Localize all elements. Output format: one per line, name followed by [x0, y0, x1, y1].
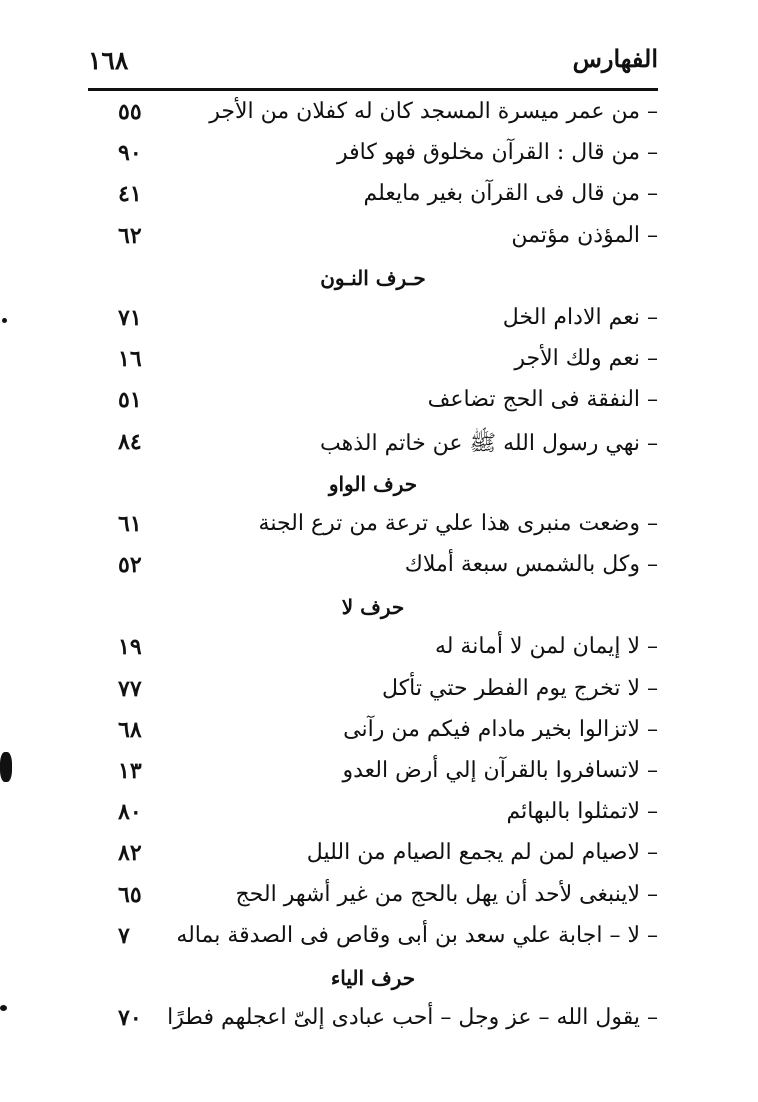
entry-text: – وكل بالشمس سبعة أملاك	[404, 552, 658, 578]
entry-page-number: ٦٢	[118, 222, 142, 249]
entry-text: – لا إيمان لمن لا أمانة له	[434, 634, 658, 660]
entry-page-number: ٤١	[118, 181, 142, 208]
entry-page-number: ٨٤	[118, 428, 142, 455]
entry-page-number: ٥٥	[118, 99, 142, 125]
index-entry	[88, 630, 658, 671]
entry-text: – من قال : القرآن مخلوق فهو كافر	[336, 140, 658, 166]
entry-page-number: ٨٢	[118, 840, 142, 867]
page-header	[88, 40, 658, 84]
index-entry	[88, 342, 658, 383]
entry-text: – من عمر ميسرة المسجد كان له كفلان من الأجر	[209, 99, 658, 124]
entry-text: – المؤذن مؤتمن	[511, 222, 658, 248]
index-entry	[88, 672, 658, 713]
page-number: ١٦٨	[88, 46, 129, 75]
entry-text: – نعم ولك الأجر	[514, 346, 658, 372]
index-entry	[88, 301, 658, 342]
entry-text: – لاينبغى لأحد أن يهل بالحج من غير أشهر الحج	[235, 881, 658, 907]
entry-text: – لا – اجابة علي سعد بن أبى وقاص فى الصدقة بماله	[176, 922, 658, 948]
entry-page-number: ٨٠	[118, 799, 142, 826]
index-entry	[88, 754, 658, 795]
entry-text: – من قال فى القرآن بغير مايعلم	[363, 181, 658, 207]
entry-page-number: ٦٥	[118, 881, 142, 908]
index-entry	[88, 95, 658, 136]
index-entry	[88, 1001, 658, 1042]
entry-text: – لاتسافروا بالقرآن إلي أرض العدو	[342, 758, 658, 783]
index-entry	[88, 878, 658, 919]
section-heading: حرف لا	[341, 595, 405, 620]
section-heading-row	[88, 589, 658, 630]
index-entry	[88, 713, 658, 754]
entry-text: – النفقة فى الحج تضاعف	[427, 387, 658, 413]
entry-text: – لاتمثلوا بالبهائم	[506, 799, 658, 825]
index-entry	[88, 548, 658, 589]
index-entry	[88, 919, 658, 960]
scan-speck	[0, 1005, 7, 1011]
section-heading: حـرف النـون	[320, 265, 426, 290]
section-heading: حرف الياء	[330, 965, 416, 990]
running-head-title: الفهارس	[572, 44, 658, 73]
index-entry	[88, 177, 658, 218]
index-entry	[88, 795, 658, 836]
entry-page-number: ٧	[118, 922, 130, 949]
index-entry	[88, 219, 658, 260]
index-entry	[88, 425, 658, 466]
entry-text: – لاتزالوا بخير مادام فيكم من رآنى	[343, 716, 658, 742]
scan-speck	[2, 318, 7, 323]
entry-text: – يقول الله – عز وجل – أحب عبادى إلىّ اعجلهم فطرًا	[167, 1005, 658, 1031]
entry-page-number: ٧١	[118, 304, 142, 331]
entry-page-number: ٦١	[118, 510, 142, 537]
entry-text: – نهي رسول الله ﷺ عن خاتم الذهب	[320, 430, 658, 456]
scan-speck	[0, 752, 12, 782]
entry-page-number: ٧٧	[118, 675, 142, 702]
entry-page-number: ١٦	[118, 346, 142, 373]
section-heading-row	[88, 960, 658, 1001]
entry-text: – وضعت منبرى هذا علي ترعة من ترع الجنة	[258, 510, 658, 536]
entry-page-number: ٥١	[118, 387, 142, 414]
entry-page-number: ٩٠	[118, 140, 142, 167]
entry-page-number: ١٣	[118, 758, 142, 784]
section-heading-row	[88, 260, 658, 301]
header-rule	[88, 88, 658, 91]
entry-page-number: ٥٢	[118, 552, 142, 579]
entry-text: – لا تخرج يوم الفطر حتي تأكل	[382, 675, 658, 701]
entry-page-number: ٦٨	[118, 716, 142, 743]
index-entry	[88, 507, 658, 548]
section-heading-row	[88, 466, 658, 507]
index-list	[88, 95, 658, 1042]
index-entry	[88, 136, 658, 177]
entry-text: – لاصيام لمن لم يجمع الصيام من الليل	[306, 840, 658, 866]
section-heading: حرف الواو	[328, 471, 418, 496]
entry-page-number: ١٩	[118, 634, 142, 661]
index-entry	[88, 836, 658, 877]
index-entry	[88, 383, 658, 424]
entry-text: – نعم الادام الخل	[502, 304, 658, 330]
entry-page-number: ٧٠	[118, 1005, 142, 1032]
